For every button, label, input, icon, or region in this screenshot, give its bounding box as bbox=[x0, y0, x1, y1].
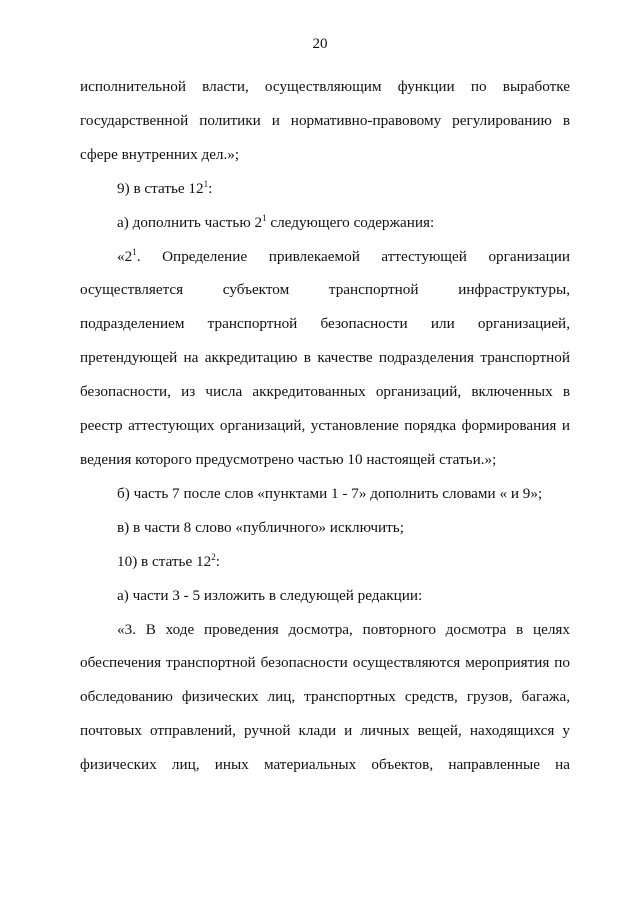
subitem-a-tail: следующего содержания: bbox=[266, 213, 435, 231]
paragraph-part-3: «3. В ходе проведения досмотра, повторного досмотра в целях обеспечения транспортной безопасности осуществляются мероприятия по обследованию физических лиц, транспортных средств, грузов, багажа, почтовых отправлений, ручной клади и личных вещей, находящихся у физических лиц, иных материальных объектов, направленные на bbox=[80, 620, 570, 774]
paragraph-subitem-b: б) часть 7 после слов «пунктами 1 - 7» дополнить словами « и 9»; bbox=[117, 484, 543, 502]
paragraph-part-2-1 bbox=[80, 240, 570, 477]
paragraph-item-9 bbox=[80, 172, 570, 206]
item-10-text: 10) в статье 12 bbox=[117, 552, 212, 570]
page-number: 20 bbox=[312, 36, 328, 52]
part-2-1-superscript: 1 bbox=[132, 246, 137, 257]
paragraph-subitem-a bbox=[80, 206, 570, 240]
item-9-superscript: 1 bbox=[203, 178, 209, 189]
paragraph-subitem-v: в) в части 8 слово «публичного» исключить; bbox=[117, 518, 404, 536]
item-10-superscript: 2 bbox=[211, 551, 216, 562]
subitem-a-superscript: 1 bbox=[262, 212, 267, 223]
paragraph-item-10 bbox=[80, 545, 570, 579]
item-10-tail: : bbox=[215, 552, 220, 570]
paragraph-continuation: исполнительной власти, осуществляющим функции по выработке государственной политики и нормативно-правовому регулированию в сфере внутренних дел.»; bbox=[80, 78, 570, 163]
subitem-a-text: а) дополнить частью 2 bbox=[117, 213, 263, 231]
part-2-1-open: «2 bbox=[117, 247, 133, 265]
document-body bbox=[80, 70, 570, 782]
part-2-1-body: . Определение привлекаемой аттестующей организации осуществляется субъектом транспортной инфраструктуры, подразделением транспортной безопасности или организацией, претендующей на аккредитацию в качестве подразделения транспортной безопасности, из числа аккредитованных организаций, включенных в реестр аттестующих организаций, установление порядка формирования и ведения которого предусмотрено частью 10 настоящей статьи.»; bbox=[80, 247, 570, 468]
item-9-text: 9) в статье 12 bbox=[117, 179, 204, 197]
item-9-tail: : bbox=[208, 179, 213, 197]
paragraph-subitem-a-2: а) части 3 - 5 изложить в следующей редакции: bbox=[117, 586, 423, 604]
